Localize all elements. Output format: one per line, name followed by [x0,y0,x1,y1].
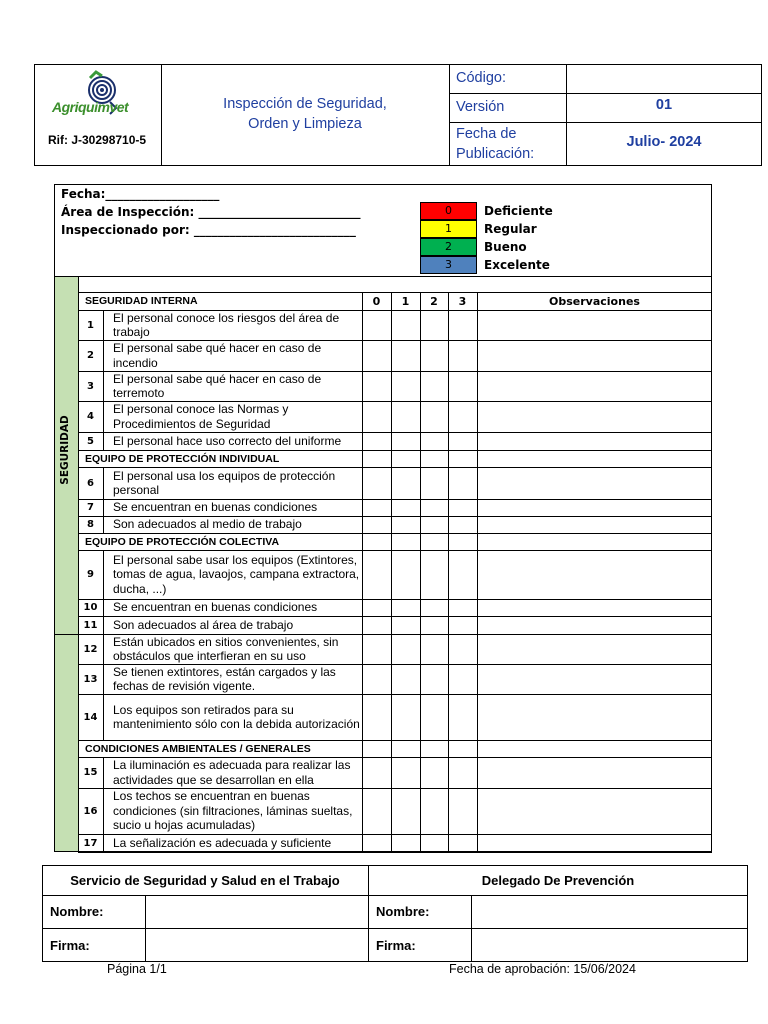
item-text: El personal conoce las Normas y Procedimientos de Seguridad [113,402,289,431]
legend-score-1: 1 [420,220,477,238]
rating-legend [420,202,580,274]
company-rif: Rif: J-30298710-5 [48,133,147,147]
left-firma-label: Firma: [50,937,90,953]
score-cell-3[interactable] [449,372,477,401]
score-cell-0[interactable] [363,617,391,634]
score-cell-3[interactable] [449,635,477,664]
observations-cell[interactable] [478,635,711,664]
score-cell-3[interactable] [449,311,477,340]
legend-label-1: Regular [484,222,537,236]
score-cell-0[interactable] [363,635,391,664]
item-text: Se encuentran en buenas condiciones [113,500,318,515]
score-cell-2[interactable] [421,311,448,340]
sidebar-label: SEGURIDAD [59,415,71,485]
observations-cell[interactable] [478,433,711,450]
score-cell-2[interactable] [421,402,448,432]
observations-cell[interactable] [478,311,711,340]
item-text: Son adecuados al medio de trabajo [113,517,302,532]
score-cell-1[interactable] [392,500,420,516]
item-text: El personal usa los equipos de protección personal [113,468,336,497]
item-text: Los techos se encuentran en buenas condiciones (sin filtraciones, láminas sueltas, sucio u hojas acumuladas) [113,789,353,833]
score-cell-1[interactable] [392,617,420,634]
item-text: Se encuentran en buenas condiciones [113,600,318,615]
score-cell-1[interactable] [392,372,420,401]
score-cell-1[interactable] [392,665,420,694]
score-cell-1[interactable] [392,433,420,450]
item-number: 4 [87,411,94,422]
score-cell-0[interactable] [363,311,391,340]
score-cell-0[interactable] [363,468,391,499]
score-cell-2[interactable] [421,695,448,740]
observations-cell[interactable] [478,341,711,371]
score-cell-1[interactable] [392,311,420,340]
score-cell-2[interactable] [421,468,448,499]
score-cell-2[interactable] [421,433,448,450]
score-cell-1[interactable] [392,635,420,664]
document-title-line2: Orden y Limpieza [248,116,362,132]
left-nombre-label: Nombre: [50,904,104,919]
right-nombre-input[interactable] [472,896,747,927]
item-number: 14 [83,711,98,723]
item-text: El personal sabe qué hacer en caso de incendio [113,341,322,370]
fecha-publicacion-value: Julio- 2024 [626,134,702,150]
observations-header: Observaciones [549,294,640,308]
observations-cell[interactable] [478,500,711,516]
observations-cell[interactable] [478,600,711,616]
observations-cell[interactable] [478,665,711,694]
item-text: Los equipos son retirados para su mantenimiento sólo con la debida autorización [113,702,360,731]
score-cell-3[interactable] [449,835,477,852]
score-cell-0[interactable] [363,835,391,852]
score-cell-0[interactable] [363,433,391,450]
observations-cell[interactable] [478,551,711,599]
score-cell-0[interactable] [363,402,391,432]
score-cell-2[interactable] [421,500,448,516]
score-cell-0[interactable] [363,500,391,516]
codigo-label: Código: [456,70,506,86]
observations-cell[interactable] [478,617,711,634]
score-cell-1[interactable] [392,551,420,599]
score-header-3: 3 [458,294,467,308]
score-cell-2[interactable] [421,758,448,788]
item-text: La iluminación es adecuada para realizar las actividades que se desarrollan en ella [113,758,351,787]
score-cell-1[interactable] [392,341,420,371]
legend-label-0: Deficiente [484,204,553,218]
item-number: 6 [87,477,94,489]
item-text: El personal hace uso correcto del uniforme [113,433,342,448]
score-cell-1[interactable] [392,517,420,533]
score-cell-2[interactable] [421,341,448,371]
left-firma-input[interactable] [146,929,367,961]
item-text: Están ubicados en sitios convenientes, sin obstáculos que interfieran en su uso [113,634,339,663]
fecha-field[interactable]: Fecha:___________________ [61,187,220,201]
item-number: 17 [83,837,98,849]
score-cell-3[interactable] [449,617,477,634]
section-header-s4: CONDICIONES AMBIENTALES / GENERALES [85,742,311,755]
item-number: 2 [87,350,94,361]
version-value: 01 [655,97,673,113]
legend-label-2: Bueno [484,240,527,254]
item-number: 1 [87,319,94,331]
score-cell-3[interactable] [449,665,477,694]
score-cell-2[interactable] [421,551,448,599]
score-cell-3[interactable] [449,402,477,432]
score-cell-0[interactable] [363,789,391,834]
score-cell-2[interactable] [421,635,448,664]
score-cell-3[interactable] [449,433,477,450]
sidebar-seguridad [55,276,78,851]
score-cell-3[interactable] [449,468,477,499]
score-header-0: 0 [372,294,381,308]
score-cell-0[interactable] [363,517,391,533]
inspeccionado-por-field[interactable]: Inspeccionado por: ___________________________ [61,223,356,237]
observations-cell[interactable] [478,758,711,788]
logo-text: Agriquimvet [52,99,129,115]
score-cell-3[interactable] [449,600,477,616]
section-header-s3: EQUIPO DE PROTECCIÓN COLECTIVA [85,535,280,548]
item-number: 7 [87,502,94,513]
score-cell-2[interactable] [421,372,448,401]
score-cell-0[interactable] [363,372,391,401]
observations-cell[interactable] [478,372,711,401]
score-cell-2[interactable] [421,789,448,834]
score-cell-2[interactable] [421,600,448,616]
score-cell-3[interactable] [449,551,477,599]
item-number: 13 [83,673,98,685]
score-cell-3[interactable] [449,517,477,533]
legend-score-0: 0 [420,202,477,220]
score-cell-2[interactable] [421,617,448,634]
score-header-2: 2 [430,294,438,308]
item-number: 16 [83,805,98,817]
right-nombre-label: Nombre: [376,904,430,919]
footer-right-header: Delegado De Prevención [481,872,635,888]
legend-label-3: Excelente [484,258,550,272]
area-inspeccion-field[interactable]: Área de Inspección: ___________________________ [61,205,361,219]
score-cell-0[interactable] [363,758,391,788]
item-text: La señalización es adecuada y suficiente [113,835,332,850]
item-text: Se tienen extintores, están cargados y las fechas de revisión vigente. [113,664,336,693]
score-cell-0[interactable] [363,551,391,599]
right-firma-label: Firma: [376,937,416,953]
page-number: Página 1/1 [107,962,167,976]
score-cell-1[interactable] [392,600,420,616]
left-nombre-input[interactable] [146,896,367,927]
right-firma-input[interactable] [472,929,747,961]
score-cell-1[interactable] [392,789,420,834]
score-cell-0[interactable] [363,665,391,694]
item-text: El personal conoce los riesgos del área de trabajo [113,310,340,339]
item-text: Son adecuados al área de trabajo [113,617,294,632]
legend-score-2: 2 [420,238,477,256]
score-cell-1[interactable] [392,758,420,788]
item-number: 8 [87,519,94,530]
score-cell-1[interactable] [392,695,420,740]
score-cell-2[interactable] [421,835,448,852]
section-header-s2: EQUIPO DE PROTECCIÓN INDIVIDUAL [85,452,280,465]
document-title [161,94,449,134]
score-cell-1[interactable] [392,402,420,432]
section-header-s1: SEGURIDAD INTERNA [85,295,198,307]
observations-cell[interactable] [478,695,711,740]
score-cell-3[interactable] [449,789,477,834]
fecha-publicacion-label [456,124,534,164]
version-label: Versión [456,99,505,115]
fecha-label-line2: Publicación: [456,146,535,162]
fecha-label-line1: Fecha de [456,126,517,142]
observations-cell[interactable] [478,789,711,834]
score-header-1: 1 [401,294,410,308]
item-number: 10 [83,602,98,613]
observations-cell[interactable] [478,517,711,533]
score-cell-3[interactable] [449,758,477,788]
item-number: 3 [87,380,94,392]
score-cell-3[interactable] [449,341,477,371]
item-text: El personal sabe qué hacer en caso de terremoto [113,371,322,400]
observations-cell[interactable] [478,402,711,432]
score-cell-0[interactable] [363,695,391,740]
score-cell-0[interactable] [363,600,391,616]
approval-date: Fecha de aprobación: 15/06/2024 [449,962,636,976]
legend-score-3: 3 [420,256,477,274]
item-number: 5 [87,435,94,447]
item-text: El personal sabe usar los equipos (Extintores, tomas de agua, lavaojos, campana extractora, ducha, ...) [113,552,360,596]
footer-left-header: Servicio de Seguridad y Salud en el Trabajo [70,872,340,888]
score-cell-2[interactable] [421,665,448,694]
item-number: 15 [83,767,98,778]
score-cell-2[interactable] [421,517,448,533]
score-cell-0[interactable] [363,341,391,371]
score-cell-3[interactable] [449,695,477,740]
observations-cell[interactable] [478,468,711,499]
observations-cell[interactable] [478,835,711,852]
score-cell-1[interactable] [392,835,420,852]
score-cell-3[interactable] [449,500,477,516]
item-number: 11 [83,619,98,631]
score-cell-1[interactable] [392,468,420,499]
item-number: 12 [83,643,98,655]
item-number: 9 [87,569,94,580]
document-title-line1: Inspección de Seguridad, [223,96,387,112]
